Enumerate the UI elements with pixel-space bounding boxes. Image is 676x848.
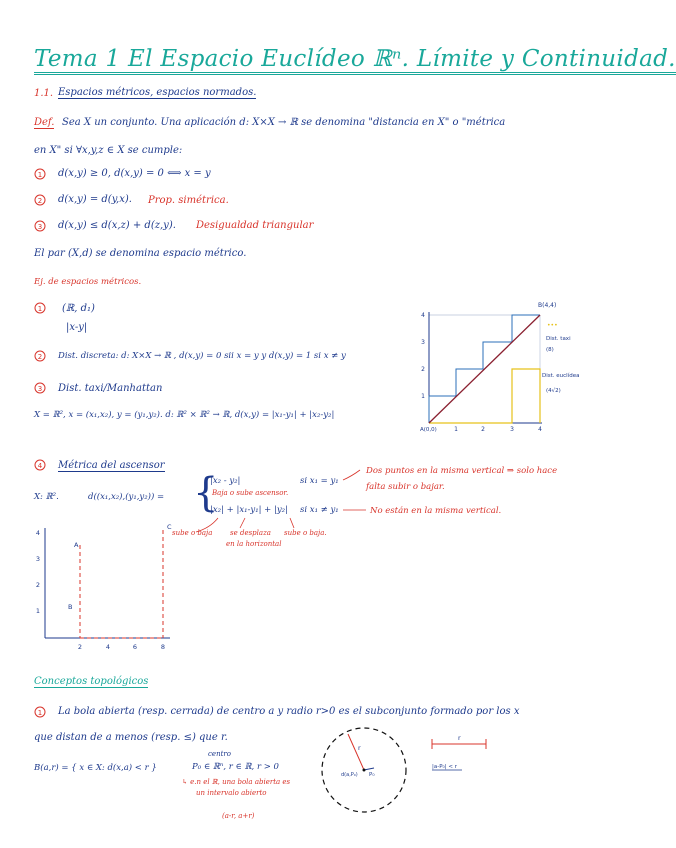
topology-line-1: La bola abierta (resp. cerrada) de centro a y radio r>0 es el subconjunto formado por los x [58, 706, 520, 717]
svg-text:3: 3 [37, 385, 43, 393]
property-3-note: Desigualdad triangular [196, 220, 314, 231]
elevator-case-2-cond: si x₁ ≠ y₁ [300, 505, 339, 515]
elevator-plot [30, 525, 180, 655]
note-center: centro [208, 750, 231, 758]
legend-eucl-label: Dist. euclídea [542, 373, 580, 379]
svg-text:1: 1 [37, 709, 43, 717]
elevator-function: d((x₁,x₂),(y₁,y₂)) = [88, 492, 165, 502]
elevator-case-1: |x₂ - y₂| [210, 476, 241, 486]
elevator-case-1-cond: si x₁ = y₁ [300, 476, 339, 486]
legend-taxi-value: (8) [546, 347, 554, 353]
elevator-y-tick-3: 3 [35, 555, 40, 563]
elevator-x-tick-8: 8 [160, 643, 166, 651]
definition-label: Def. [34, 117, 55, 128]
y-tick-1: 1 [421, 393, 425, 400]
elevator-x-tick-4: 4 [105, 643, 111, 651]
ball-center [363, 769, 366, 772]
svg-text:2: 2 [37, 197, 43, 205]
elevator-x-tick-6: 6 [132, 643, 138, 651]
annotation-sube-baja-2: sube o baja. [284, 529, 327, 537]
svg-text:2: 2 [37, 353, 43, 361]
ball-p0-label: P₀ [369, 772, 375, 778]
x-tick-1: 1 [454, 426, 458, 433]
y-tick-2: 2 [421, 366, 425, 373]
x-tick-3: 3 [510, 426, 514, 433]
x-tick-4: 4 [538, 426, 542, 433]
note-real-line-a: ↳ e.n el ℝ, una bola abierta es [182, 778, 291, 786]
elevator-label-b: B [68, 603, 73, 611]
property-1: d(x,y) ≥ 0, d(x,y) = 0 ⟺ x = y [58, 168, 211, 179]
svg-text:1: 1 [37, 171, 43, 179]
property-3: d(x,y) ≤ d(x,z) + d(z,y). [58, 220, 176, 231]
ball-radius-label: r [358, 744, 361, 752]
x-tick-2: 2 [481, 426, 485, 433]
interval-diagram [428, 734, 492, 774]
ball-radius [348, 734, 364, 770]
topology-line-2: que distan de a menos (resp. ≤) que r. [34, 732, 228, 743]
ball-distance-label: d(a,P₀) [341, 772, 358, 778]
elevator-heading: Métrica del ascensor [58, 460, 165, 471]
elevator-case-2: |x₂| + |x₁-y₁| + |y₂| [210, 505, 288, 515]
note-real-line-b: un intervalo abierto [196, 789, 267, 797]
elevator-label-a: A [74, 541, 79, 549]
annotation-se-desplaza: se desplaza [230, 529, 271, 537]
svg-text:1: 1 [37, 305, 43, 313]
example-3-title: Dist. taxi/Manhattan [58, 383, 163, 394]
svg-text:3: 3 [37, 223, 43, 231]
note-interval: (a-r, a+r) [222, 812, 255, 820]
example-2-discrete: Dist. discreta: d: X×X → ℝ , d(x,y) = 0 sii x = y y d(x,y) = 1 si x ≠ y [58, 351, 346, 361]
point-b-label: B(4,4) [538, 302, 557, 309]
elevator-note-2: No están en la misma vertical. [370, 506, 502, 516]
section-heading: Espacios métricos, espacios normados. [58, 87, 257, 98]
example-3-formula: X = ℝ², x = (x₁,x₂), y = (y₁,y₂). d: ℝ² × ℝ² → ℝ, d(x,y) = |x₁-y₁| + |x₂-y₂| [34, 410, 335, 420]
elevator-y-tick-4: 4 [35, 529, 40, 537]
elevator-set: X: ℝ². [34, 492, 59, 502]
elevator-note-1b: falta subir o bajar. [366, 482, 445, 492]
example-1-formula: |x-y| [66, 322, 88, 333]
definition-line-2: en X" si ∀x,y,z ∈ X se cumple: [34, 145, 183, 156]
examples-heading: Ej. de espacios métricos. [34, 277, 142, 287]
property-2: d(x,y) = d(y,x). [58, 194, 132, 205]
y-tick-3: 3 [421, 339, 425, 346]
elevator-x-tick-2: 2 [77, 643, 83, 651]
elevator-note-1a: Dos puntos en la misma vertical ⇒ solo hace [366, 466, 558, 476]
property-2-note: Prop. simétrica. [148, 195, 229, 206]
definition-line-1: Sea X un conjunto. Una aplicación d: X×X → ℝ se denomina "distancia en X" o "métrica [62, 117, 506, 128]
y-tick-4: 4 [421, 312, 425, 319]
topology-heading: Conceptos topológicos [34, 676, 149, 687]
ball-distance [364, 768, 374, 770]
example-1-metric: (ℝ, d₁) [62, 303, 95, 314]
page-title: Tema 1 El Espacio Euclídeo ℝⁿ. Límite y Continuidad. [34, 46, 676, 75]
definition-closing: El par (X,d) se denomina espacio métrico. [34, 248, 247, 259]
topo-1-marker [34, 706, 46, 718]
ball-diagram [318, 724, 410, 816]
legend-eucl-value: (4√2) [546, 388, 561, 394]
section-number: 1.1. [34, 88, 54, 99]
legend-taxi-label: Dist. taxi [546, 336, 571, 342]
legend-dots: ••• [547, 322, 558, 329]
interval-abs-label: |a-P₀| < r [432, 764, 457, 770]
annotation-horizontal: en la horizontal [226, 540, 282, 548]
interval-r-label: r [458, 734, 461, 742]
note-params: P₀ ∈ ℝⁿ, r ∈ ℝ, r > 0 [192, 762, 279, 772]
svg-text:4: 4 [37, 462, 43, 470]
point-a-label: A(0,0) [420, 427, 437, 433]
elevator-label-c: C [167, 523, 172, 531]
cases-brace: { [193, 470, 219, 516]
annotation-sube-baja: sube o baja [172, 529, 213, 537]
elevator-y-tick-1: 1 [35, 607, 40, 615]
ball-formula: B(a,r) = { x ∈ X: d(x,a) < r } [34, 763, 157, 773]
elevator-case-1-sub: Baja o sube ascensor. [212, 489, 289, 497]
elevator-y-tick-2: 2 [35, 581, 40, 589]
